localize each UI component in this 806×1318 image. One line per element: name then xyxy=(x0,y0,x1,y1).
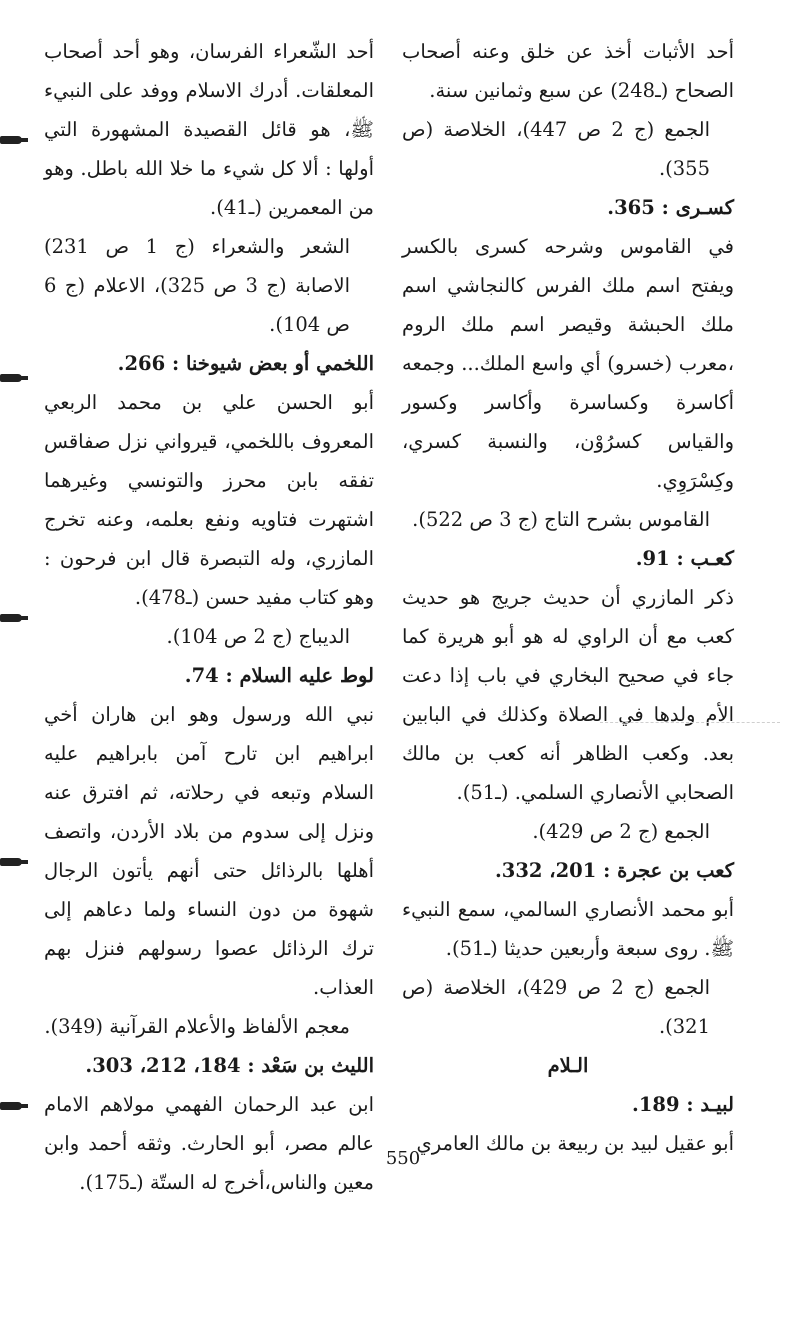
right-column xyxy=(402,32,734,1163)
binding-mark xyxy=(0,374,22,382)
entry-text: أبو عقيل لبيد بن ربيعة بن مالك العامري xyxy=(416,1132,734,1155)
left-column xyxy=(44,32,374,1202)
entry-reference: الجمع (ج 2 ص 429)، الخلاصة (ص 321). xyxy=(402,976,710,1038)
entry-text: أحد الأثبات أخذ عن خلق وعنه أصحاب الصحاح (ـ248) عن سبع وثمانين سنة. xyxy=(402,40,734,102)
entry-heading: كسـرى : 365. xyxy=(607,196,734,219)
entry-heading: لوط عليه السلام : 74. xyxy=(184,664,374,687)
entry-reference: القاموس بشرح التاج (ج 3 ص 522). xyxy=(412,508,710,531)
entry-reference: الشعر والشعراء (ج 1 ص 231) الاصابة (ج 3 ص 325)، الاعلام (ج 6 ص 104). xyxy=(44,235,350,336)
entry-text: أحد الشّعراء الفرسان، وهو أحد أصحاب المعلقات. أدرك الاسلام ووفد على النبيء ﷺ، هو قائل القصيدة المشهورة التي أولها : ألا كل شيء ما خلا الله باطل. وهو من المعمرين (ـ41). xyxy=(44,40,374,219)
binding-mark xyxy=(0,136,22,144)
binding-mark xyxy=(0,1102,22,1110)
page-number: 550 xyxy=(385,1148,421,1169)
binding-mark xyxy=(0,858,22,866)
section-title: الـلام xyxy=(547,1054,589,1077)
entry-heading: الليث بن سَعْد : 184، 212، 303. xyxy=(85,1054,374,1077)
entry-text: أبو محمد الأنصاري السالمي، سمع النبيء ﷺ. روى سبعة وأربعين حديثا (ـ51). xyxy=(402,898,734,960)
entry-text: أبو الحسن علي بن محمد الربعي المعروف باللخمي، قيرواني نزل صفاقس تفقه بابن محرز والتونسي وغيرهما اشتهرت فتاويه ونفع بعلمه، وعنه تخرج المازري، وله التبصرة قال ابن فرحون : وهو كتاب مفيد حسن (ـ478). xyxy=(44,391,374,609)
entry-heading: كعـب : 91. xyxy=(635,547,734,570)
entry-heading: اللخمي أو بعض شيوخنا : 266. xyxy=(117,352,374,375)
entry-heading: كعب بن عجرة : 201، 332. xyxy=(495,859,734,882)
entry-text: ابن عبد الرحمان الفهمي مولاهم الامام عالم مصر، أبو الحارث. وثقه أحمد وابن معين والناس،أخرج له الستّة (ـ175). xyxy=(44,1093,374,1194)
faint-dashed-line xyxy=(600,722,780,723)
entry-reference: الديباج (ج 2 ص 104). xyxy=(166,625,350,648)
binding-mark xyxy=(0,614,22,622)
entry-text: نبي الله ورسول وهو ابن هاران أخي ابراهيم ابن تارح آمن بابراهيم عليه السلام وتبعه في رحلاته، ثم افترق عنه ونزل إلى سدوم من بلاد الأردن، واتصف أهلها بالرذائل حتى أنهم يأتون الرجال شهوة من دون النساء ولما دعاهم إلى ترك الرذائل عصوا رسولهم فنزل بهم العذاب. xyxy=(44,703,374,999)
entry-text: في القاموس وشرحه كسرى بالكسر ويفتح اسم ملك الفرس كالنجاشي اسم ملك الحبشة وقيصر اسم ملك الروم ،معرب (خسرو) أي واسع الملك... وجمعه أكاسرة وكساسرة وأكاسر وكسور والقياس كسرُوْن، والنسبة كسري، وكِسْرَوِي. xyxy=(402,235,734,492)
entry-heading: لبيـد : 189. xyxy=(632,1093,734,1116)
entry-reference: الجمع (ج 2 ص 429). xyxy=(532,820,710,843)
entry-text: ذكر المازري أن حديث جريج هو حديث كعب مع أن الراوي له هو أبو هريرة كما جاء في صحيح البخاري في باب إذا دعت الأم ولدها في الصلاة وكذلك في البابين بعد. وكعب الظاهر أنه كعب بن مالك الصحابي الأنصاري السلمي. (ـ51). xyxy=(402,586,734,804)
entry-reference: الجمع (ج 2 ص 447)، الخلاصة (ص 355). xyxy=(402,118,710,180)
entry-reference: معجم الألفاظ والأعلام القرآنية (349). xyxy=(44,1015,350,1038)
